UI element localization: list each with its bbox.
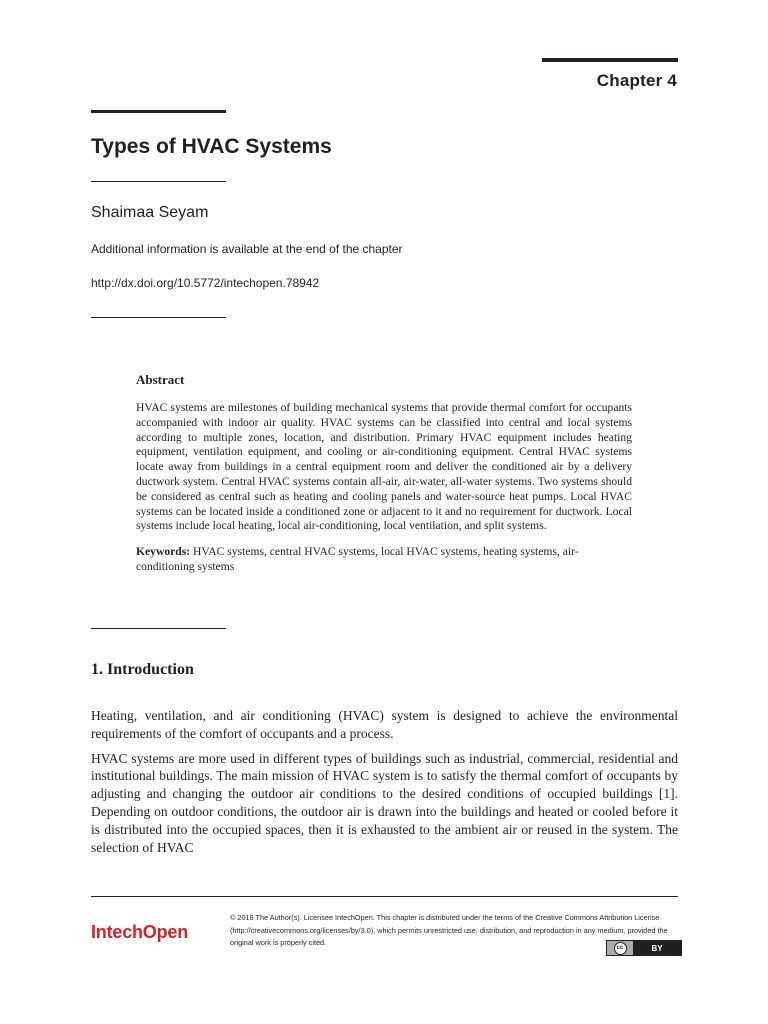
abstract-block [136, 372, 632, 574]
chapter-rule [542, 58, 678, 62]
intechopen-logo: IntechOpen [91, 922, 189, 942]
keywords-text: HVAC systems, central HVAC systems, local HVAC systems, heating systems, air-conditioning systems [136, 545, 579, 574]
abstract-heading: Abstract [136, 372, 185, 387]
paper-title: Types of HVAC Systems [91, 135, 332, 158]
paragraph: Heating, ventilation, and air conditioning (HVAC) system is designed to achieve the environmental requirements of the comfort of occupants and a process. [91, 708, 678, 741]
doi-rule [91, 317, 226, 318]
keywords [136, 544, 632, 574]
abstract-text: HVAC systems are milestones of building mechanical systems that provide thermal comfort for occupants accompanied with indoor air quality. HVAC systems can be classified into central and local systems according to multiple zones, location, and distribution. Primary HVAC equipment includes heating equipment, ventilation equipment, and cooling or air-conditioning equipment. Central HVAC systems locate away from buildings in a central equipment room and deliver the conditioned air by a delivery ductwork system. Central HVAC systems contain all-air, air-water, all-water systems. Two systems should be considered as central such as heating and cooling panels and water-source heat pumps. Local HVAC systems can be located inside a conditioned zone or adjacent to it and no requirement for ductwork. Local systems include local heating, local air-conditioning, local ventilation, and split systems. [136, 401, 632, 533]
section-heading-introduction: 1. Introduction [91, 661, 194, 678]
keywords-label: Keywords: [136, 545, 191, 559]
paragraph: HVAC systems are more used in different types of buildings such as industrial, commercial, residential and institutional buildings. The main mission of HVAC system is to satisfy the thermal comfort of occupants by adjusting and changing the outdoor air conditions to the desired conditions of occupied buildings [1]. Depending on outdoor conditions, the outdoor air is drawn into the buildings and heated or cooled before it is distributed into the occupied spaces, then it is exhausted to the ambient air or reused in the system. The selection of HVAC [91, 750, 678, 855]
doi-link[interactable]: http://dx.doi.org/10.5772/intechopen.78942 [91, 276, 320, 290]
by-label: BY [651, 943, 663, 953]
title-bottom-rule [91, 181, 226, 182]
introduction-body [91, 707, 678, 863]
cc-icon-label: cc [614, 942, 627, 955]
footer-rule [91, 896, 678, 897]
license-text: © 2018 The Author(s). Licensee IntechOpen. This chapter is distributed under the terms of the Creative Commons Attribution License (http://creativecommons.org/licenses/by/3.0), which permits unrestricted use, distribution, and reproduction in any medium, provided the original work is properly cited. [230, 913, 668, 948]
cc-by-badge[interactable] [606, 940, 682, 956]
additional-info: Additional information is available at the end of the chapter [91, 242, 403, 256]
abstract-rule [91, 628, 226, 629]
cc-icon [607, 941, 633, 955]
title-top-rule [91, 110, 226, 113]
author-name: Shaimaa Seyam [91, 204, 209, 221]
chapter-label: Chapter 4 [596, 71, 677, 90]
